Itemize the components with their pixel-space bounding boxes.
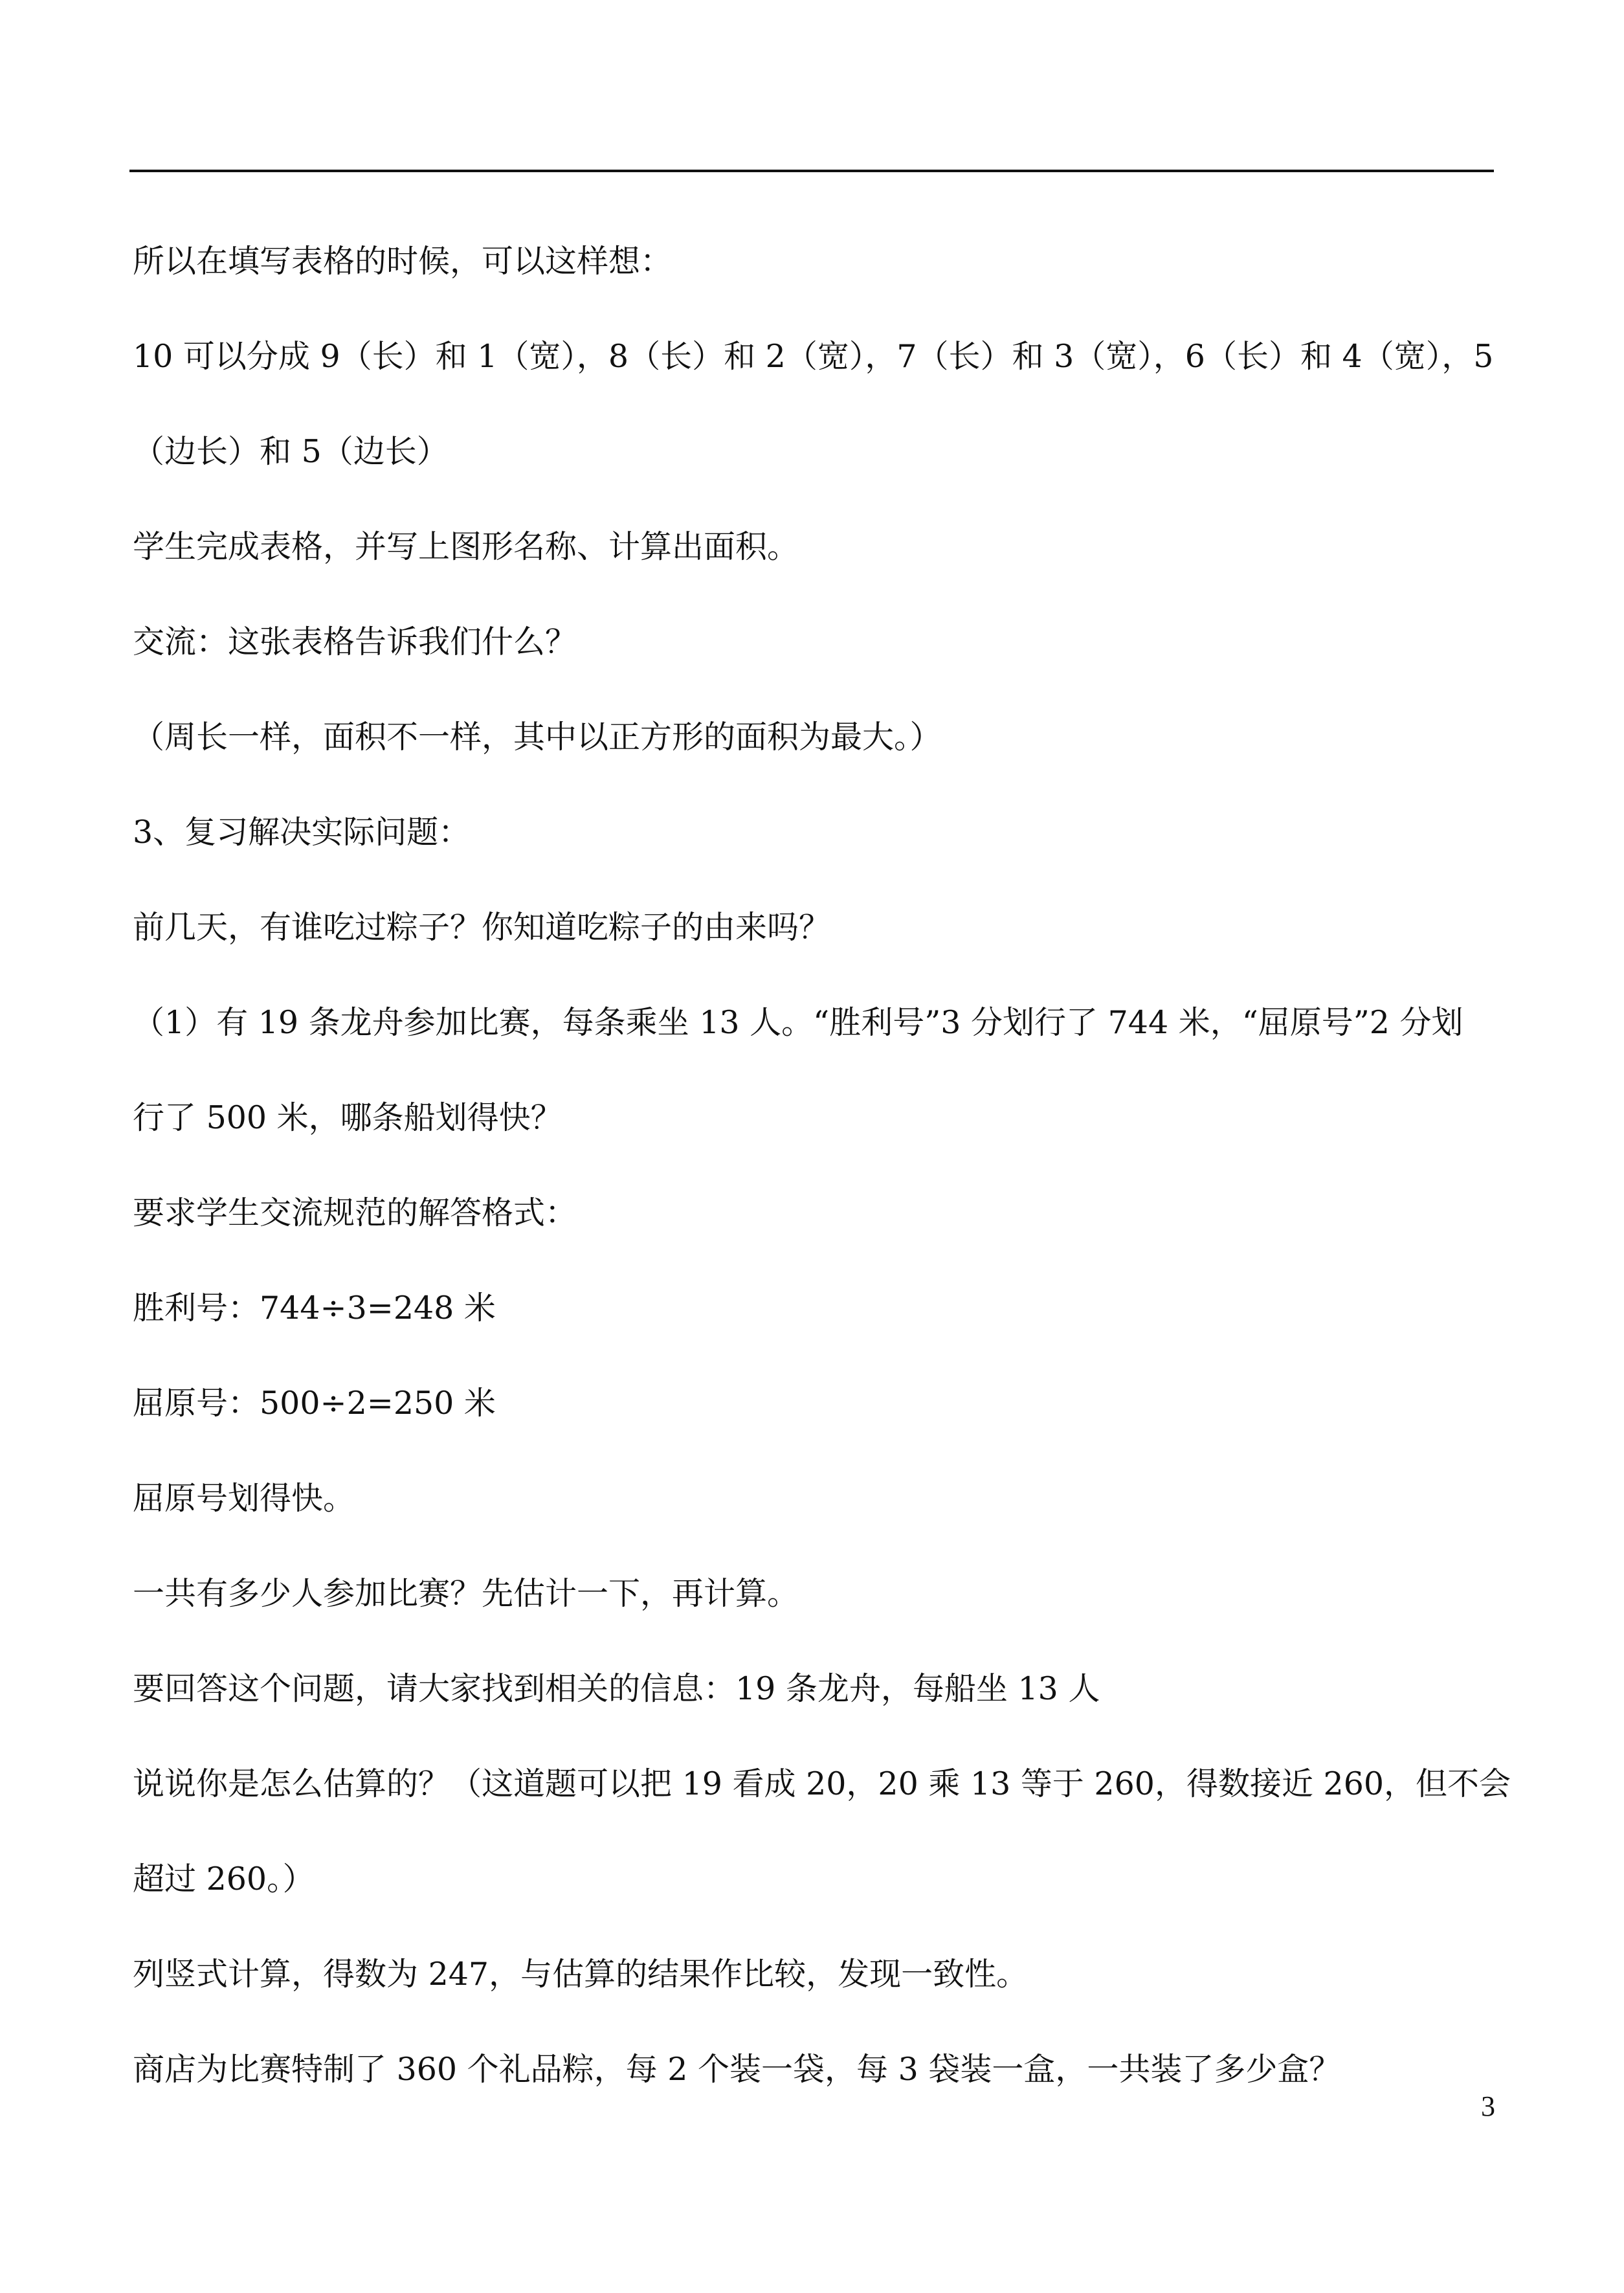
paragraph: 超过 260。）: [133, 1861, 315, 1897]
paragraph: 前几天，有谁吃过粽子？你知道吃粽子的由来吗？: [133, 909, 831, 946]
paragraph: 行了 500 米，哪条船划得快？: [133, 1099, 562, 1136]
paragraph: 列竖式计算，得数为 247，与估算的结果作比较，发现一致性。: [133, 1956, 1029, 1993]
header-rule: [129, 170, 1494, 172]
paragraph: （1）有 19 条龙舟参加比赛，每条乘坐 13 人。“胜利号”3 分划行了 744 米，“屈原号”2 分划: [133, 1004, 1463, 1041]
paragraph: 交流：这张表格告诉我们什么？: [133, 623, 577, 660]
page-number: 3: [1481, 2090, 1495, 2122]
paragraph: 所以在填写表格的时候，可以这样想：: [133, 243, 673, 280]
paragraph: 要回答这个问题，请大家找到相关的信息：19 条龙舟，每船坐 13 人: [133, 1670, 1100, 1707]
paragraph: 屈原号：500÷2=250 米: [133, 1385, 496, 1422]
paragraph: （边长）和 5（边长）: [133, 433, 449, 470]
document-body: [133, 214, 1511, 2117]
paragraph: 商店为比赛特制了 360 个礼品粽，每 2 个装一袋，每 3 袋装一盒，一共装了多少盒？: [133, 2051, 1341, 2088]
paragraph: 胜利号：744÷3=248 米: [133, 1290, 496, 1326]
paragraph: 3、复习解决实际问题：: [133, 814, 471, 851]
paragraph: 屈原号划得快。: [133, 1480, 355, 1517]
paragraph: 说说你是怎么估算的？（这道题可以把 19 看成 20，20 乘 13 等于 260，得数接近 260，但不会: [133, 1765, 1511, 1802]
paragraph: 要求学生交流规范的解答格式：: [133, 1194, 577, 1231]
paragraph: （周长一样，面积不一样，其中以正方形的面积为最大。）: [133, 719, 942, 755]
paragraph: 一共有多少人参加比赛？先估计一下，再计算。: [133, 1575, 799, 1612]
paragraph: 10 可以分成 9（长）和 1（宽），8（长）和 2（宽），7（长）和 3（宽），6（长）和 4（宽），5: [133, 338, 1494, 375]
paragraph: 学生完成表格，并写上图形名称、计算出面积。: [133, 528, 799, 565]
